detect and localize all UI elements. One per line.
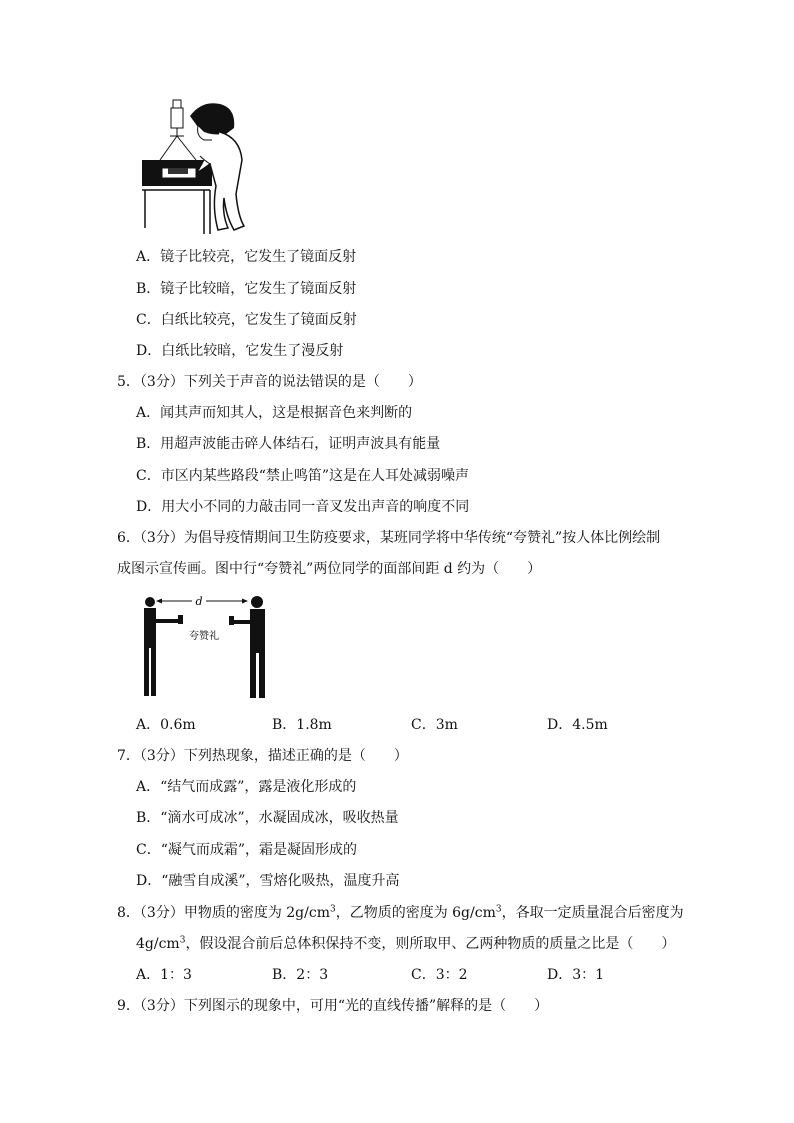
q8-stem-line2 <box>136 934 675 954</box>
q6-option-c: C．3m <box>411 717 458 733</box>
q8-stem-part3: ，各取一定质量混合后密度为 <box>501 905 684 921</box>
q6-stem-line2: 成图示宣传画。图中行“夸赞礼”两位同学的面部间距 d 约为（ ） <box>117 561 542 577</box>
q4-option-c: C．白纸比较亮，它发生了镜面反射 <box>136 312 357 328</box>
q8-option-c: C．3：2 <box>411 967 468 983</box>
flashlight-mirror-figure <box>140 98 255 236</box>
q9-stem: 9．（3分）下列图示的现象中，可用“光的直线传播”解释的是（ ） <box>117 998 549 1014</box>
q7-option-b: B．“滴水可成冰”，水凝固成冰，吸收热量 <box>136 810 399 826</box>
q5-option-d: D．用大小不同的力敲击同一音叉发出声音的响度不同 <box>136 499 470 515</box>
q7-option-d: D．“融雪自成溪”，雪熔化吸热，温度升高 <box>136 873 400 889</box>
q8-line2-part1: 4g/cm <box>136 936 180 952</box>
q6-stem-line1: 6．（3分）为倡导疫情期间卫生防疫要求，某班同学将中华传统“夸赞礼”按人体比例绘制 <box>117 530 661 546</box>
q6-option-b: B．1.8m <box>272 717 332 733</box>
q8-option-d: D．3：1 <box>547 967 605 983</box>
q4-option-a: A．镜子比较亮，它发生了镜面反射 <box>136 249 357 265</box>
q6-option-a: A．0.6m <box>136 717 196 733</box>
figure-label-caption: 夸赞礼 <box>189 631 219 642</box>
q7-stem: 7．（3分）下列热现象，描述正确的是（ ） <box>117 748 408 764</box>
q8-options-row <box>0 965 794 985</box>
q8-line2-part2: ，假设混合前后总体积保持不变，则所取甲、乙两种物质的质量之比是（ ） <box>185 936 676 952</box>
q8-stem-part2: ，乙物质的密度为 6g/cm <box>335 905 496 921</box>
figure-label-d: d <box>195 595 203 608</box>
q5-option-c: C．市区内某些路段“禁止鸣笛”这是在人耳处减弱噪声 <box>136 468 470 484</box>
q8-option-b: B．2：3 <box>272 967 329 983</box>
q8-stem-line1 <box>117 903 684 923</box>
q5-stem: 5．（3分）下列关于声音的说法错误的是（ ） <box>117 374 422 390</box>
q7-option-a: A．“结气而成露”，露是液化形成的 <box>136 779 357 795</box>
q4-option-d: D．白纸比较暗，它发生了漫反射 <box>136 343 344 359</box>
q8-sup3: 3 <box>179 935 186 946</box>
q5-option-b: B．用超声波能击碎人体结石，证明声波具有能量 <box>136 436 441 452</box>
q4-option-b: B．镜子比较暗，它发生了镜面反射 <box>136 281 357 297</box>
q8-option-a: A．1：3 <box>136 967 192 983</box>
q8-sup2: 3 <box>495 904 502 915</box>
q8-sup1: 3 <box>329 904 336 915</box>
q6-option-d: D．4.5m <box>547 717 608 733</box>
q5-option-a: A．闻其声而知其人，这是根据音色来判断的 <box>136 405 413 421</box>
q8-stem-part1: 8．（3分）甲物质的密度为 2g/cm <box>117 905 330 921</box>
q6-options-row <box>0 715 794 735</box>
q7-option-c: C．“凝气而成霜”，霜是凝固形成的 <box>136 842 358 858</box>
thumbs-up-figure <box>138 593 278 699</box>
